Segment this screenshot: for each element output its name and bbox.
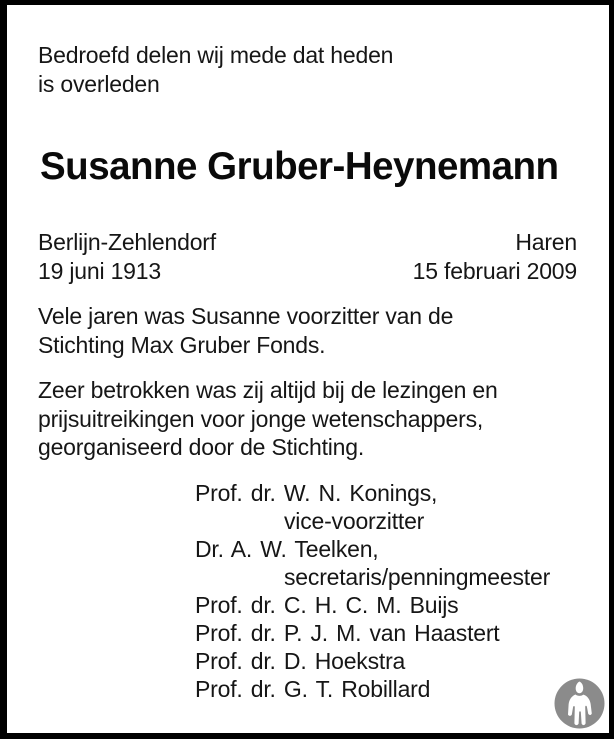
- birth-place: Berlijn-Zehlendorf: [38, 229, 216, 255]
- signatory-name: Prof. dr. W. N. Konings,: [195, 480, 438, 506]
- paragraph-line: prijsuitreikingen voor jonge wetenschappers,: [38, 405, 484, 432]
- intro-line: is overleden: [38, 70, 160, 97]
- signatory-name: Prof. dr. G. T. Robillard: [195, 676, 431, 702]
- tribute-paragraph-2: [38, 376, 498, 462]
- signatory-name: Prof. dr. P. J. M. van Haastert: [195, 620, 500, 646]
- death-place: Haren: [515, 229, 577, 255]
- birth-death-section: [38, 228, 577, 285]
- birth-date: 19 juni 1913: [38, 257, 161, 284]
- paragraph-line: georganiseerd door de Stichting.: [38, 434, 365, 460]
- signatory-name: Prof. dr. C. H. C. M. Buijs: [195, 592, 459, 618]
- intro-line: Bedroefd delen wij mede dat heden: [38, 42, 394, 68]
- signatory-name: Prof. dr. D. Hoekstra: [195, 648, 406, 674]
- deceased-name: Susanne Gruber-Heynemann: [40, 145, 559, 188]
- death-date: 15 februari 2009: [412, 257, 577, 284]
- intro-text: [38, 41, 393, 98]
- death-place-date: [413, 228, 577, 285]
- signatory-role: secretaris/penningmeester: [284, 564, 551, 590]
- signatories-list: [195, 479, 550, 703]
- embracing-figures-icon: [554, 678, 605, 729]
- signatory-name: Dr. A. W. Teelken,: [195, 536, 379, 562]
- birth-place-date: [38, 228, 216, 285]
- tribute-paragraph-1: [38, 302, 453, 359]
- signatory-role: vice-voorzitter: [284, 508, 425, 534]
- publisher-logo: [554, 678, 605, 729]
- paragraph-line: Stichting Max Gruber Fonds.: [38, 331, 326, 358]
- paragraph-line: Vele jaren was Susanne voorzitter van de: [38, 303, 454, 329]
- paragraph-line: Zeer betrokken was zij altijd bij de lezingen en: [38, 377, 498, 403]
